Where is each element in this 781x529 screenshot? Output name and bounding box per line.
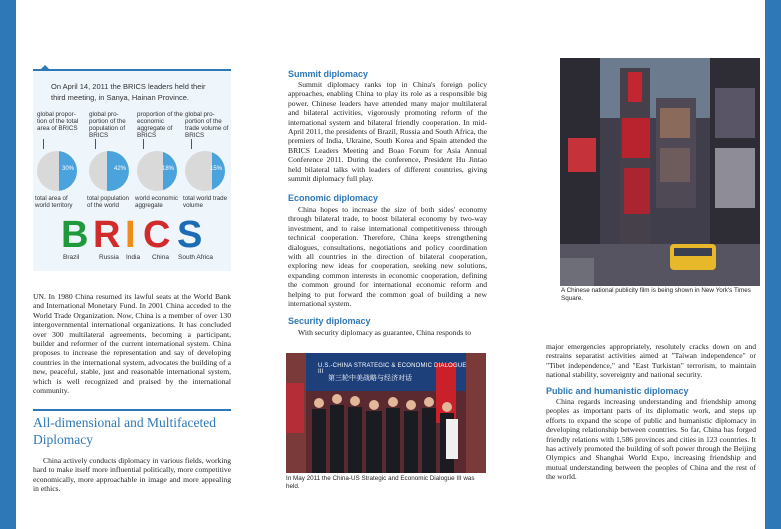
indicator-line	[43, 139, 44, 149]
right-paragraph-2: China regards increasing understanding and friendship among peoples as important parts of its diplomatic work, and steps up efforts to expand the scope of public and humanistic diplomacy in developing relationship between countries. So far, China has forged friendly relations with 1,586 provinces and cities in 123 countries. It has actively promoted the building of soft power through the Beijing Olympics and Shanghai World Expo, increasing friendship and mutual understanding between the peoples of China and the rest of the world.	[546, 397, 756, 482]
brics-infobox	[33, 69, 231, 271]
indicator-line	[95, 139, 96, 149]
indicator-label: global propor-tion of the total area of BRICS	[37, 111, 79, 132]
letter-c: C	[143, 214, 171, 256]
country-label: Brazil	[63, 254, 80, 261]
summit-heading: Summit diplomacy	[288, 69, 369, 79]
public-diplomacy-heading: Public and humanistic diplomacy	[546, 386, 689, 396]
country-label: Russia	[99, 254, 119, 261]
brics-intro: On April 14, 2011 the BRICS leaders held their third meeting, in Sanya, Hainan Province.	[51, 82, 206, 102]
right-paragraph: major emergencies appropriately, resolutely cracks down on and restrains separatist activities aimed at "Taiwan independence" or "Tibet independence," and "East Turkistan" terrorism, to maintain national stability, sovereignty and national security.	[546, 342, 756, 380]
indicator-caption: total world trade volume	[183, 195, 228, 209]
right-edge-tab	[765, 0, 781, 529]
indicator-caption: total area of world territory	[35, 195, 73, 209]
indicator-caption: world economic aggregate	[135, 195, 178, 209]
indicator-label: global pro-portion of the population of BRICS	[89, 111, 126, 139]
letter-b: B	[61, 214, 89, 256]
security-heading: Security diplomacy	[288, 316, 371, 326]
indicator-label: global pro-portion of the trade volume of BRICS	[185, 111, 229, 139]
letter-r: R	[93, 214, 121, 256]
indicator-line	[191, 139, 192, 149]
box-marker	[39, 65, 51, 71]
times-square-caption: A Chinese national publicity film is being shown in New York's Times Square.	[561, 287, 751, 302]
country-label: South Africa	[178, 254, 214, 261]
area-pie: 30%	[37, 151, 77, 191]
letter-i: I	[125, 214, 136, 256]
economic-paragraph: China hopes to increase the size of both sides' economy through bilateral trade, to boost bilateral economy by two-way investment, and to raise international competitiveness through technical cooperation. Therefore, China keeps strengthening dialogues, consultations, negotiations and policy coordination with all countries in the direction of bilateral cooperation, exploring new ideas for cooperation, seeking new solutions, expanding common interests in economic cooperation, defining the common ground for international economic reform and helping to put forward the common goal of building a new international system.	[288, 205, 487, 309]
brics-letters	[59, 215, 229, 255]
country-label: India	[126, 254, 141, 261]
economic-heading: Economic diplomacy	[288, 193, 379, 203]
summit-paragraph: Summit diplomacy ranks top in China's foreign policy approaches, enabling China to play its role as a responsible big power. Chinese leaders have attended many major multilateral and bilateral activities, vigorously promoting reform of the international system and bilateral friendly cooperation. In mid-April 2011, the presidents of Brazil, Russia and South Africa, the premiers of India, Ukraine, South Korea and Spain attended the BRICS Leaders Meeting and Boao Forum for Asia Annual Conference 2011. During the conference, President Hu Jintao held bilateral talks with leaders of different countries, giving summit diplomacy full play.	[288, 80, 487, 184]
dialogue-photo	[286, 353, 486, 473]
trade-pie: 15%	[185, 151, 225, 191]
economy-pie: 18%	[137, 151, 177, 191]
indicator-caption: total population of the world	[87, 195, 129, 209]
letter-s: S	[177, 214, 203, 256]
population-pie: 42%	[89, 151, 129, 191]
photo-banner: U.S.-CHINA STRATEGIC & ECONOMIC DIALOGUE III	[318, 363, 467, 375]
left-paragraph-2: China actively conducts diplomacy in various fields, working hard to make itself more influential politically, more competitive economically, more approachable in image and more appealing in ethics.	[33, 456, 231, 494]
left-paragraph: UN. In 1980 China resumed its lawful seats at the World Bank and International Monetary Fund. In 2001 China acceded to the World Trade Organization. Now, China is a member of over 130 intergovernmental international organizations. It has concluded over 300 multilateral agreements, becoming a participant, builder and reformer of the current international system. China proposes to increase the representation and say of developing countries in the international system, advocates the building of a new, peaceful, stable, just and reasonable international system, which is well recognized and praised by the international community.	[33, 292, 231, 396]
heading-rule	[33, 409, 231, 411]
indicator-line	[143, 139, 144, 149]
left-edge-tab	[0, 0, 16, 529]
security-paragraph: With security diplomacy as guarantee, China responds to	[298, 328, 472, 337]
section-heading: All-dimensional and Multifaceted Diplomacy	[33, 415, 216, 447]
country-label: China	[152, 254, 169, 261]
indicator-label: proportion of the economic aggregate of BRICS	[137, 111, 183, 139]
dialogue-caption: In May 2011 the China-US Strategic and Economic Dialogue III was held.	[286, 475, 475, 490]
times-square-photo	[560, 58, 760, 286]
photo-banner-cn: 第三轮中美战略与经济对话	[328, 375, 412, 382]
